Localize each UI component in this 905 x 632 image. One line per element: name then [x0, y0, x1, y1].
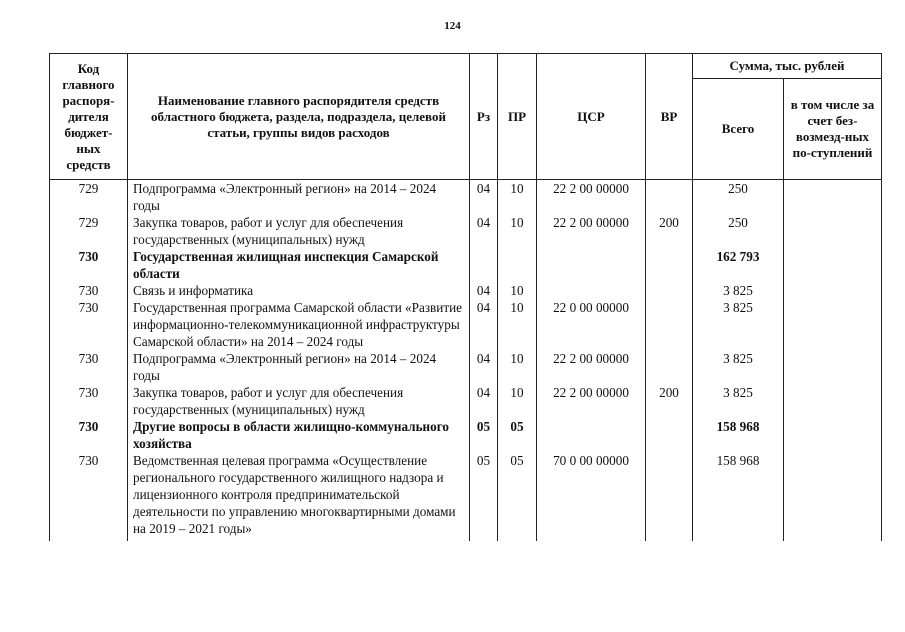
cell-total: 3 825: [693, 299, 784, 350]
cell-rz: 04: [470, 299, 498, 350]
cell-code: 730: [50, 282, 128, 299]
cell-vr: [646, 452, 693, 541]
cell-total: 3 825: [693, 384, 784, 418]
cell-csr: 22 2 00 00000: [537, 214, 646, 248]
cell-csr: [537, 418, 646, 452]
cell-rz: 04: [470, 282, 498, 299]
cell-name: Закупка товаров, работ и услуг для обеспечения государственных (муниципальных) нужд: [128, 214, 470, 248]
cell-total: 158 968: [693, 452, 784, 541]
cell-rz: 04: [470, 384, 498, 418]
cell-pr: 10: [498, 282, 537, 299]
cell-including: [784, 418, 882, 452]
cell-including: [784, 214, 882, 248]
cell-name: Подпрограмма «Электронный регион» на 2014 – 2024 годы: [128, 350, 470, 384]
cell-vr: [646, 282, 693, 299]
cell-rz: 05: [470, 418, 498, 452]
cell-csr: 22 2 00 00000: [537, 180, 646, 215]
cell-vr: [646, 180, 693, 215]
cell-including: [784, 282, 882, 299]
cell-code: 730: [50, 350, 128, 384]
cell-total: 162 793: [693, 248, 784, 282]
cell-vr: [646, 248, 693, 282]
page-number: 124: [444, 20, 461, 32]
table-row: [50, 384, 882, 418]
cell-code: 729: [50, 180, 128, 215]
cell-vr: [646, 350, 693, 384]
table-row: [50, 350, 882, 384]
header-total: Всего: [693, 79, 784, 180]
cell-pr: 05: [498, 452, 537, 541]
cell-pr: [498, 248, 537, 282]
cell-including: [784, 384, 882, 418]
cell-pr: 10: [498, 214, 537, 248]
cell-name: Закупка товаров, работ и услуг для обеспечения государственных (муниципальных) нужд: [128, 384, 470, 418]
cell-including: [784, 248, 882, 282]
cell-total: 250: [693, 214, 784, 248]
cell-pr: 10: [498, 350, 537, 384]
cell-total: 158 968: [693, 418, 784, 452]
cell-name: Другие вопросы в области жилищно-коммунального хозяйства: [128, 418, 470, 452]
cell-code: 729: [50, 214, 128, 248]
cell-csr: 22 0 00 00000: [537, 299, 646, 350]
cell-name: Государственная жилищная инспекция Самарской области: [128, 248, 470, 282]
table-body: [50, 180, 882, 542]
table-row: [50, 214, 882, 248]
header-sum: Сумма, тыс. рублей: [693, 54, 882, 79]
cell-rz: 04: [470, 350, 498, 384]
cell-including: [784, 299, 882, 350]
table-row: [50, 452, 882, 541]
cell-code: 730: [50, 384, 128, 418]
header-csr: ЦСР: [537, 54, 646, 180]
cell-code: 730: [50, 452, 128, 541]
cell-total: 3 825: [693, 282, 784, 299]
cell-including: [784, 180, 882, 215]
cell-pr: 10: [498, 180, 537, 215]
cell-vr: 200: [646, 214, 693, 248]
cell-vr: 200: [646, 384, 693, 418]
cell-code: 730: [50, 248, 128, 282]
cell-total: 250: [693, 180, 784, 215]
table-row: [50, 418, 882, 452]
header-name: Наименование главного распорядителя средств областного бюджета, раздела, подраздела, целевой статьи, группы видов расходов: [128, 54, 470, 180]
cell-code: 730: [50, 299, 128, 350]
cell-csr: [537, 248, 646, 282]
cell-including: [784, 350, 882, 384]
table-row: [50, 299, 882, 350]
cell-name: Государственная программа Самарской области «Развитие информационно-телекоммуникационной инфраструктуры Самарской области» на 2014 – 2024 годы: [128, 299, 470, 350]
header-including: в том числе за счет без-возмезд-ных по-ступлений: [784, 79, 882, 180]
header-rz: Рз: [470, 54, 498, 180]
table-row: [50, 282, 882, 299]
budget-table: [49, 53, 882, 541]
cell-rz: 04: [470, 180, 498, 215]
table-row: [50, 180, 882, 215]
cell-csr: 22 2 00 00000: [537, 384, 646, 418]
table-header: [50, 54, 882, 180]
cell-rz: 04: [470, 214, 498, 248]
cell-pr: 10: [498, 384, 537, 418]
cell-pr: 05: [498, 418, 537, 452]
header-code: Код главного распоря-дителя бюджет-ных средств: [50, 54, 128, 180]
cell-rz: [470, 248, 498, 282]
cell-including: [784, 452, 882, 541]
cell-vr: [646, 418, 693, 452]
cell-pr: 10: [498, 299, 537, 350]
cell-total: 3 825: [693, 350, 784, 384]
cell-name: Подпрограмма «Электронный регион» на 2014 – 2024 годы: [128, 180, 470, 215]
cell-csr: 70 0 00 00000: [537, 452, 646, 541]
cell-csr: 22 2 00 00000: [537, 350, 646, 384]
header-pr: ПР: [498, 54, 537, 180]
cell-csr: [537, 282, 646, 299]
cell-name: Ведомственная целевая программа «Осуществление регионального государственного жилищного надзора и лицензионного контроля предпринимательской деятельности по управлению многоквартирными домами на 2019 – 2021 годы»: [128, 452, 470, 541]
cell-rz: 05: [470, 452, 498, 541]
cell-name: Связь и информатика: [128, 282, 470, 299]
cell-code: 730: [50, 418, 128, 452]
table-row: [50, 248, 882, 282]
cell-vr: [646, 299, 693, 350]
header-vr: ВР: [646, 54, 693, 180]
